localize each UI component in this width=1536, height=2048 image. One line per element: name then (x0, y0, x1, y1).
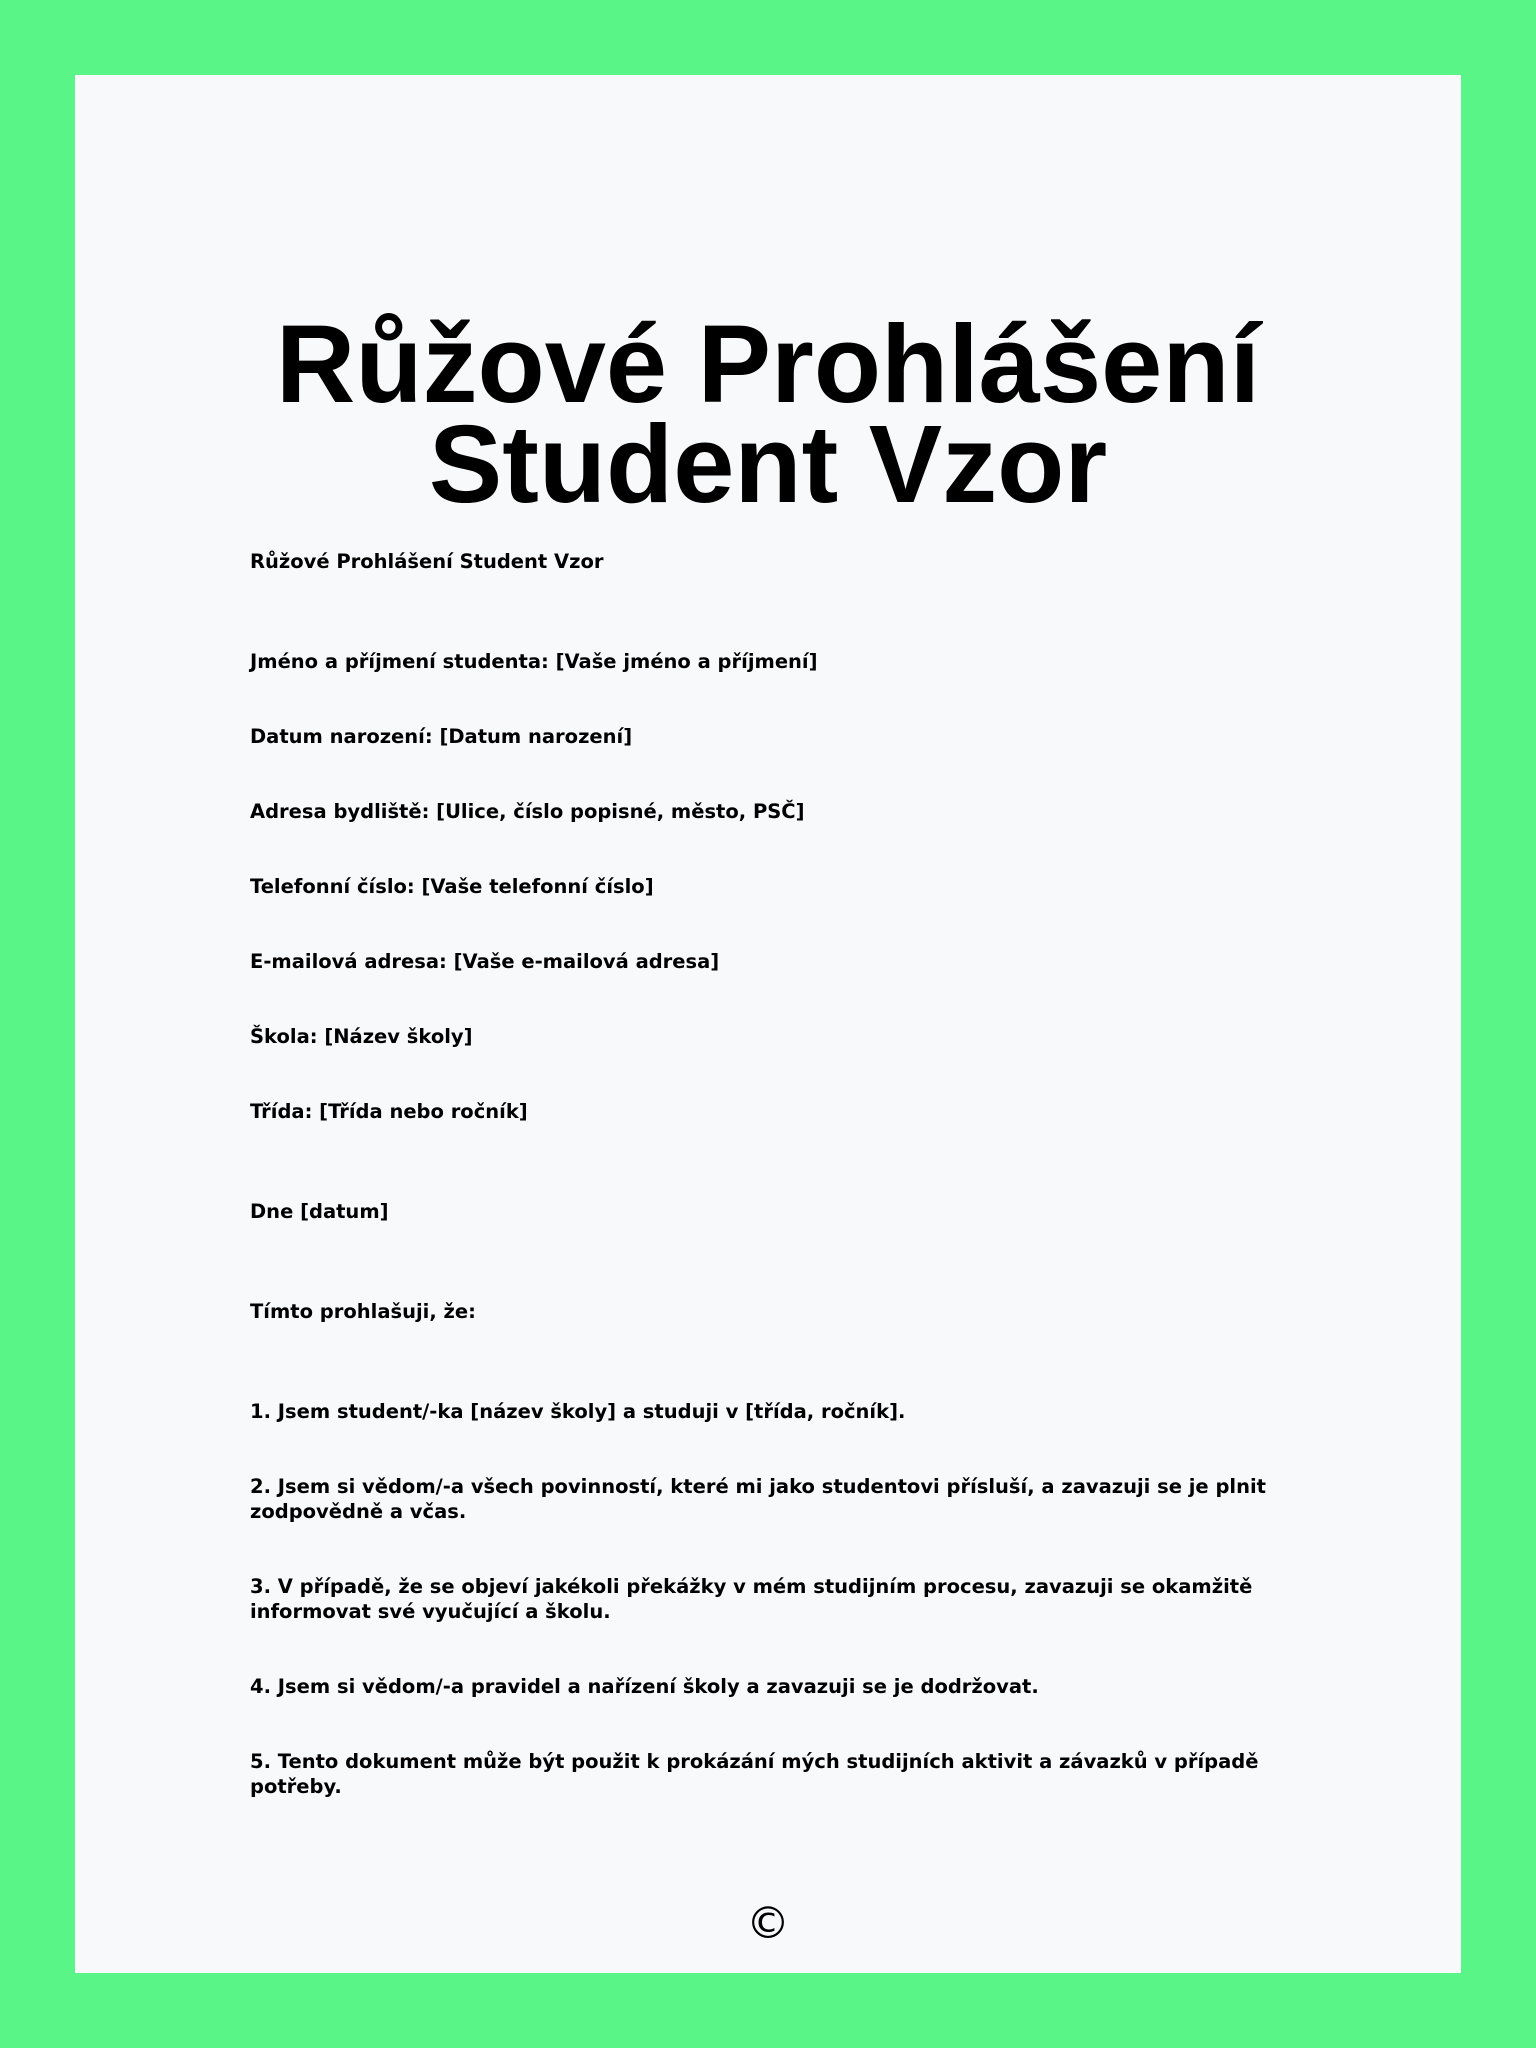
field-phone: Telefonní číslo: [Vaše telefonní číslo] (250, 875, 654, 898)
field-email: E-mailová adresa: [Vaše e-mailová adresa] (250, 950, 720, 973)
document-subtitle: Růžové Prohlášení Student Vzor (250, 550, 604, 573)
declaration-point-4: 4. Jsem si vědom/-a pravidel a nařízení školy a zavazuji se je dodržovat. (250, 1675, 1039, 1698)
field-class: Třída: [Třída nebo ročník] (250, 1100, 528, 1123)
field-name: Jméno a příjmení studenta: [Vaše jméno a příjmení] (250, 650, 818, 673)
copyright-symbol: © (746, 1898, 790, 1949)
declaration-point-2: 2. Jsem si vědom/-a všech povinností, které mi jako studentovi přísluší, a zavazuji se je plnit zodpovědně a včas. (250, 1475, 1266, 1523)
page-title: Růžové Prohlášení Student Vzor (275, 303, 1261, 526)
declaration-intro: Tímto prohlašuji, že: (250, 1300, 476, 1323)
document-page (75, 75, 1461, 1973)
declaration-point-3: 3. V případě, že se objeví jakékoli překážky v mém studijním procesu, zavazuji se okamžitě informovat své vyučující a školu. (250, 1575, 1253, 1623)
declaration-point-5: 5. Tento dokument může být použit k prokázání mých studijních aktivit a závazků v případě potřeby. (250, 1750, 1259, 1798)
field-birth-date: Datum narození: [Datum narození] (250, 725, 633, 748)
declaration-point-1: 1. Jsem student/-ka [název školy] a studuji v [třída, ročník]. (250, 1400, 906, 1423)
field-school: Škola: [Název školy] (250, 1025, 473, 1048)
date-line: Dne [datum] (250, 1200, 389, 1223)
field-address: Adresa bydliště: [Ulice, číslo popisné, město, PSČ] (250, 800, 805, 823)
